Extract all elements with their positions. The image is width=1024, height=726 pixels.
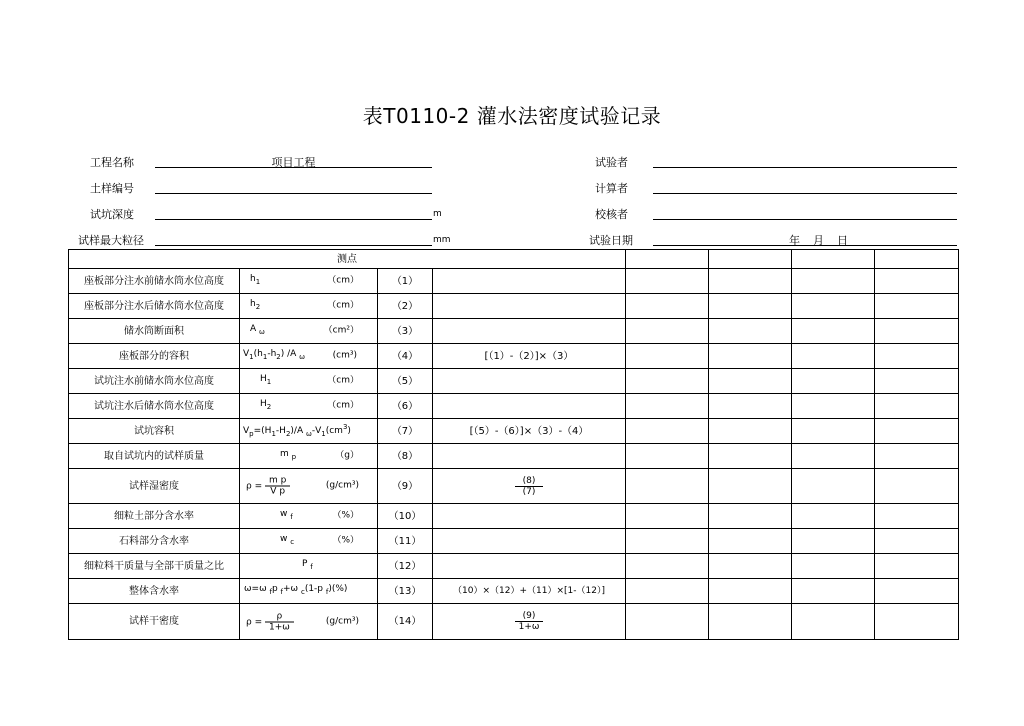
data-cell[interactable]	[792, 394, 875, 419]
row-no: （10）	[378, 504, 433, 529]
data-cell[interactable]	[875, 419, 959, 444]
data-cell[interactable]	[709, 269, 792, 294]
data-cell[interactable]	[709, 344, 792, 369]
data-cell[interactable]	[709, 604, 792, 640]
data-cell[interactable]	[709, 250, 792, 269]
symbol-fraction	[265, 611, 294, 632]
row-no: （14）	[378, 604, 433, 640]
data-cell[interactable]	[709, 369, 792, 394]
data-cell[interactable]	[626, 294, 709, 319]
calculator-line[interactable]	[653, 193, 957, 194]
checker-label: 校核者	[595, 208, 628, 221]
row-unit: （cm）	[327, 300, 359, 311]
data-cell[interactable]	[792, 554, 875, 579]
row-name: 座板部分注水后储水筒水位高度	[69, 294, 240, 319]
data-cell[interactable]	[792, 419, 875, 444]
data-cell[interactable]	[792, 529, 875, 554]
row-symbol: $H_2$ （cm）	[240, 394, 378, 419]
page-title: 表T0110-2 灌水法密度试验记录	[362, 104, 662, 128]
row-no: （7）	[378, 419, 433, 444]
row-unit: (cm³)	[332, 350, 357, 361]
data-cell[interactable]	[709, 554, 792, 579]
formula-den: 1+ω	[518, 622, 540, 632]
table-row	[69, 469, 959, 504]
table-row	[69, 579, 959, 604]
data-cell[interactable]	[875, 444, 959, 469]
row-symbol: $h_2$ （cm）	[240, 294, 378, 319]
date-line[interactable]	[653, 245, 957, 246]
row-formula	[433, 504, 626, 529]
data-cell[interactable]	[709, 394, 792, 419]
row-formula	[433, 394, 626, 419]
data-cell[interactable]	[792, 604, 875, 640]
row-symbol: $H_1$ （cm）	[240, 369, 378, 394]
date-day: 日	[837, 234, 848, 247]
row-formula	[433, 554, 626, 579]
formula-den: (7)	[522, 486, 536, 497]
row-unit: （cm）	[327, 275, 359, 286]
row-unit: （cm）	[327, 400, 359, 411]
project-label: 工程名称	[90, 156, 134, 169]
data-cell[interactable]	[709, 469, 792, 504]
table-header-row	[69, 250, 959, 269]
row-name: 试坑容积	[69, 419, 240, 444]
row-formula	[433, 604, 626, 640]
symbol-prefix: ρ =	[246, 617, 263, 627]
row-name: 试样干密度	[69, 604, 240, 640]
row-symbol: P $_f$	[240, 554, 378, 579]
row-name: 座板部分注水前储水筒水位高度	[69, 269, 240, 294]
data-cell[interactable]	[626, 529, 709, 554]
data-cell[interactable]	[792, 369, 875, 394]
data-cell[interactable]	[626, 469, 709, 504]
data-cell[interactable]	[626, 319, 709, 344]
table-row	[69, 529, 959, 554]
row-no: （1）	[378, 269, 433, 294]
data-cell[interactable]	[875, 369, 959, 394]
pit-depth-line[interactable]	[155, 219, 432, 220]
row-symbol	[240, 604, 378, 640]
symbol-num: m p	[265, 476, 290, 487]
data-cell[interactable]	[875, 469, 959, 504]
table-row	[69, 269, 959, 294]
date-label: 试验日期	[589, 234, 633, 247]
row-symbol: $V_p=(H_1-H_2)/A$ $_\omega-V_1(cm^3)$	[240, 419, 378, 444]
formula-fraction	[515, 611, 544, 632]
data-cell[interactable]	[626, 444, 709, 469]
data-cell[interactable]	[626, 344, 709, 369]
data-cell[interactable]	[626, 269, 709, 294]
data-cell[interactable]	[792, 294, 875, 319]
data-cell[interactable]	[709, 419, 792, 444]
row-name: 取自试坑内的试样质量	[69, 444, 240, 469]
data-cell[interactable]	[626, 394, 709, 419]
row-formula	[433, 294, 626, 319]
row-formula: （10）×（12）+（11）×[1-（12）]	[433, 579, 626, 604]
row-name: 试坑注水后储水筒水位高度	[69, 394, 240, 419]
row-unit: （cm²）	[323, 325, 359, 336]
data-cell[interactable]	[792, 344, 875, 369]
data-cell[interactable]	[792, 444, 875, 469]
row-name: 石料部分含水率	[69, 529, 240, 554]
row-no: （6）	[378, 394, 433, 419]
row-no: （3）	[378, 319, 433, 344]
project-value[interactable]: 项目工程	[271, 156, 316, 169]
sample-no-label: 土样编号	[90, 182, 134, 195]
row-formula	[433, 319, 626, 344]
row-name: 试样湿密度	[69, 469, 240, 504]
checker-line[interactable]	[653, 219, 957, 220]
max-size-line[interactable]	[155, 245, 432, 246]
data-cell[interactable]	[792, 504, 875, 529]
row-no: （5）	[378, 369, 433, 394]
row-name: 细粒料干质量与全部干质量之比	[69, 554, 240, 579]
row-name: 座板部分的容积	[69, 344, 240, 369]
row-unit: （cm）	[327, 375, 359, 386]
data-cell[interactable]	[875, 604, 959, 640]
row-symbol: ω=ω $_f$p $_f$+ω $_c$(1-p $_f$)(%)	[240, 579, 378, 604]
data-cell[interactable]	[626, 419, 709, 444]
row-name: 试坑注水前储水筒水位高度	[69, 369, 240, 394]
data-cell[interactable]	[875, 269, 959, 294]
row-name: 储水筒断面积	[69, 319, 240, 344]
row-unit: (g/cm³)	[325, 616, 359, 626]
row-unit: (g/cm³)	[325, 480, 359, 491]
pit-depth-unit: m	[433, 209, 442, 219]
data-cell[interactable]	[626, 579, 709, 604]
row-symbol: w $_c$ （%）	[240, 529, 378, 554]
row-formula	[433, 529, 626, 554]
formula-num: (8)	[515, 476, 544, 487]
row-no: （2）	[378, 294, 433, 319]
row-no: （11）	[378, 529, 433, 554]
table-row	[69, 344, 959, 369]
row-formula: [（1）-（2）]×（3）	[433, 344, 626, 369]
row-symbol: A $_\omega$ （cm²）	[240, 319, 378, 344]
symbol-den: 1+ω	[269, 622, 290, 632]
row-no: （4）	[378, 344, 433, 369]
table-row	[69, 369, 959, 394]
row-formula: [（5）-（6）]×（3）-（4）	[433, 419, 626, 444]
data-cell[interactable]	[875, 250, 959, 269]
row-symbol: w $_f$ （%）	[240, 504, 378, 529]
row-formula	[433, 369, 626, 394]
data-cell[interactable]	[792, 319, 875, 344]
row-formula	[433, 469, 626, 504]
row-no: （13）	[378, 579, 433, 604]
row-unit: （%）	[332, 510, 359, 521]
row-unit: （%）	[332, 535, 359, 546]
data-cell[interactable]	[875, 554, 959, 579]
row-symbol	[240, 469, 378, 504]
row-symbol: $h_1$ （cm）	[240, 269, 378, 294]
row-name: 细粒土部分含水率	[69, 504, 240, 529]
table-row	[69, 444, 959, 469]
data-cell[interactable]	[709, 579, 792, 604]
max-size-unit: mm	[433, 235, 451, 245]
data-cell[interactable]	[626, 250, 709, 269]
data-cell[interactable]	[875, 344, 959, 369]
symbol-den: V p	[270, 486, 286, 497]
density-table	[68, 249, 959, 640]
table-row	[69, 394, 959, 419]
symbol-num: ρ	[265, 611, 294, 622]
data-cell[interactable]	[792, 579, 875, 604]
pit-depth-label: 试坑深度	[90, 208, 134, 221]
data-cell[interactable]	[792, 250, 875, 269]
data-cell[interactable]	[875, 394, 959, 419]
formula-fraction	[515, 476, 544, 497]
table-row	[69, 419, 959, 444]
data-cell[interactable]	[626, 554, 709, 579]
data-cell[interactable]	[626, 504, 709, 529]
data-cell[interactable]	[875, 504, 959, 529]
row-symbol: m $_p$ （g）	[240, 444, 378, 469]
table-row	[69, 319, 959, 344]
date-year: 年	[789, 234, 800, 247]
data-cell[interactable]	[709, 294, 792, 319]
row-formula	[433, 444, 626, 469]
sample-no-line[interactable]	[155, 193, 432, 194]
symbol-prefix: ρ =	[246, 481, 263, 492]
tester-line[interactable]	[653, 167, 957, 168]
data-cell[interactable]	[875, 294, 959, 319]
data-cell[interactable]	[709, 319, 792, 344]
row-symbol: $V_1(h_1-h_2)$ /A $_\omega$ (cm³)	[240, 344, 378, 369]
data-cell[interactable]	[875, 319, 959, 344]
data-cell[interactable]	[792, 269, 875, 294]
calculator-label: 计算者	[595, 182, 628, 195]
row-no: （9）	[378, 469, 433, 504]
symbol-fraction	[265, 476, 290, 497]
data-cell[interactable]	[626, 369, 709, 394]
max-size-label: 试样最大粒径	[78, 234, 144, 247]
tester-label: 试验者	[595, 156, 628, 169]
row-formula	[433, 269, 626, 294]
row-name: 整体含水率	[69, 579, 240, 604]
row-no: （8）	[378, 444, 433, 469]
table-row	[69, 554, 959, 579]
data-cell[interactable]	[626, 604, 709, 640]
data-cell[interactable]	[709, 444, 792, 469]
row-unit: （g）	[335, 450, 359, 461]
measure-point-header: 测点	[69, 250, 626, 269]
data-cell[interactable]	[709, 504, 792, 529]
table-row	[69, 504, 959, 529]
table-row	[69, 604, 959, 640]
data-cell[interactable]	[875, 579, 959, 604]
data-cell[interactable]	[875, 529, 959, 554]
formula-num: (9)	[515, 611, 544, 622]
table-row	[69, 294, 959, 319]
data-cell[interactable]	[709, 529, 792, 554]
row-no: （12）	[378, 554, 433, 579]
date-month: 月	[813, 234, 824, 247]
data-cell[interactable]	[792, 469, 875, 504]
